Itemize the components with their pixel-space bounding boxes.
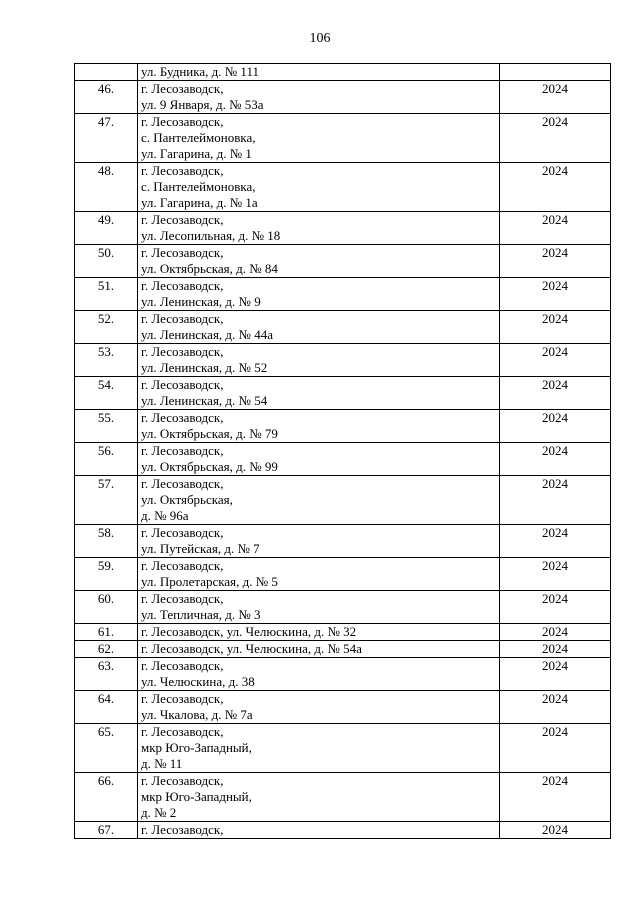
year-cell: 2024 [500,377,611,410]
table-row [75,525,611,558]
address-cell [138,558,500,591]
address-table [74,63,611,839]
row-number: 50. [75,245,138,278]
address-line: г. Лесозаводск, ул. Челюскина, д. № 54а [141,641,362,656]
table-row [75,163,611,212]
address-line: г. Лесозаводск, [141,773,224,788]
year-cell: 2024 [500,525,611,558]
address-cell [138,476,500,525]
page-number: 106 [309,31,331,46]
row-number: 67. [75,822,138,839]
address-line: мкр Юго-Западный, [141,789,252,804]
row-number: 57. [75,476,138,525]
address-cell [138,245,500,278]
address-line: г. Лесозаводск, [141,558,224,573]
address-cell [138,822,500,839]
year-cell: 2024 [500,591,611,624]
address-line: г. Лесозаводск, [141,344,224,359]
table-row [75,443,611,476]
row-number: 59. [75,558,138,591]
address-cell [138,724,500,773]
row-number: 58. [75,525,138,558]
table-row [75,114,611,163]
address-line: г. Лесозаводск, [141,278,224,293]
address-cell [138,410,500,443]
address-line: г. Лесозаводск, [141,822,224,837]
address-line: ул. Октябрьская, д. № 99 [141,459,278,474]
row-number: 47. [75,114,138,163]
address-line: д. № 2 [141,805,177,820]
address-cell [138,311,500,344]
year-cell: 2024 [500,212,611,245]
address-line: г. Лесозаводск, [141,591,224,606]
address-cell [138,525,500,558]
year-cell: 2024 [500,558,611,591]
table-row [75,691,611,724]
address-line: ул. Путейская, д. № 7 [141,541,260,556]
row-number: 49. [75,212,138,245]
year-cell: 2024 [500,822,611,839]
table-row [75,311,611,344]
address-line: д. № 11 [141,756,183,771]
row-number: 52. [75,311,138,344]
address-line: ул. Ленинская, д. № 9 [141,294,261,309]
row-number: 62. [75,641,138,658]
table-row [75,476,611,525]
address-line: ул. 9 Января, д. № 53а [141,97,264,112]
address-line: ул. Тепличная, д. № 3 [141,607,261,622]
table-row [75,410,611,443]
year-cell: 2024 [500,443,611,476]
address-cell [138,163,500,212]
row-number: 53. [75,344,138,377]
address-line: с. Пантелеймоновка, [141,130,256,145]
address-line: ул. Гагарина, д. № 1 [141,146,252,161]
row-number: 61. [75,624,138,641]
year-cell: 2024 [500,624,611,641]
address-line: г. Лесозаводск, [141,691,224,706]
address-cell [138,377,500,410]
year-cell: 2024 [500,658,611,691]
address-cell [138,658,500,691]
address-line: ул. Ленинская, д. № 44а [141,327,273,342]
address-line: ул. Чкалова, д. № 7а [141,707,253,722]
address-line: ул. Ленинская, д. № 54 [141,393,268,408]
address-line: ул. Октябрьская, д. № 79 [141,426,278,441]
year-cell: 2024 [500,81,611,114]
row-number: 51. [75,278,138,311]
table-row [75,212,611,245]
address-line: г. Лесозаводск, [141,114,224,129]
address-line: ул. Октябрьская, д. № 84 [141,261,278,276]
address-line: ул. Челюскина, д. 38 [141,674,255,689]
year-cell: 2024 [500,114,611,163]
year-cell [500,64,611,81]
address-cell [138,278,500,311]
address-line: ул. Лесопильная, д. № 18 [141,228,281,243]
address-cell [138,344,500,377]
address-cell [138,641,500,658]
address-line: г. Лесозаводск, [141,410,224,425]
address-line: д. № 96а [141,508,189,523]
address-line: г. Лесозаводск, [141,311,224,326]
address-line: г. Лесозаводск, [141,658,224,673]
row-number: 64. [75,691,138,724]
table-row [75,624,611,641]
address-cell [138,64,500,81]
row-number: 65. [75,724,138,773]
address-line: г. Лесозаводск, [141,476,224,491]
address-line: с. Пантелеймоновка, [141,179,256,194]
address-cell [138,773,500,822]
address-line: мкр Юго-Западный, [141,740,252,755]
year-cell: 2024 [500,344,611,377]
address-cell [138,443,500,476]
year-cell: 2024 [500,773,611,822]
year-cell: 2024 [500,278,611,311]
address-cell [138,212,500,245]
address-line: г. Лесозаводск, [141,724,224,739]
table-row [75,344,611,377]
address-line: г. Лесозаводск, [141,525,224,540]
year-cell: 2024 [500,691,611,724]
table-row [75,724,611,773]
year-cell: 2024 [500,724,611,773]
address-line: г. Лесозаводск, [141,443,224,458]
address-line: г. Лесозаводск, [141,212,224,227]
year-cell: 2024 [500,641,611,658]
row-number: 46. [75,81,138,114]
row-number [75,64,138,81]
row-number: 60. [75,591,138,624]
address-line: ул. Будника, д. № 111 [141,64,259,79]
year-cell: 2024 [500,410,611,443]
row-number: 63. [75,658,138,691]
address-line: ул. Пролетарская, д. № 5 [141,574,278,589]
table-row [75,278,611,311]
table-row [75,591,611,624]
row-number: 48. [75,163,138,212]
year-cell: 2024 [500,245,611,278]
address-line: г. Лесозаводск, [141,377,224,392]
table-row [75,377,611,410]
row-number: 66. [75,773,138,822]
address-line: г. Лесозаводск, [141,81,224,96]
table-row [75,245,611,278]
address-line: г. Лесозаводск, [141,245,224,260]
address-cell [138,691,500,724]
address-cell [138,624,500,641]
table-row [75,558,611,591]
address-cell [138,591,500,624]
address-line: г. Лесозаводск, [141,163,224,178]
address-line: ул. Гагарина, д. № 1а [141,195,258,210]
address-line: г. Лесозаводск, ул. Челюскина, д. № 32 [141,624,357,639]
address-line: ул. Ленинская, д. № 52 [141,360,268,375]
row-number: 56. [75,443,138,476]
table-row [75,658,611,691]
address-cell [138,81,500,114]
table-row [75,64,611,81]
year-cell: 2024 [500,311,611,344]
year-cell: 2024 [500,163,611,212]
row-number: 54. [75,377,138,410]
table-row [75,773,611,822]
table-row [75,822,611,839]
table-row [75,641,611,658]
row-number: 55. [75,410,138,443]
table-row [75,81,611,114]
address-cell [138,114,500,163]
year-cell: 2024 [500,476,611,525]
address-line: ул. Октябрьская, [141,492,233,507]
